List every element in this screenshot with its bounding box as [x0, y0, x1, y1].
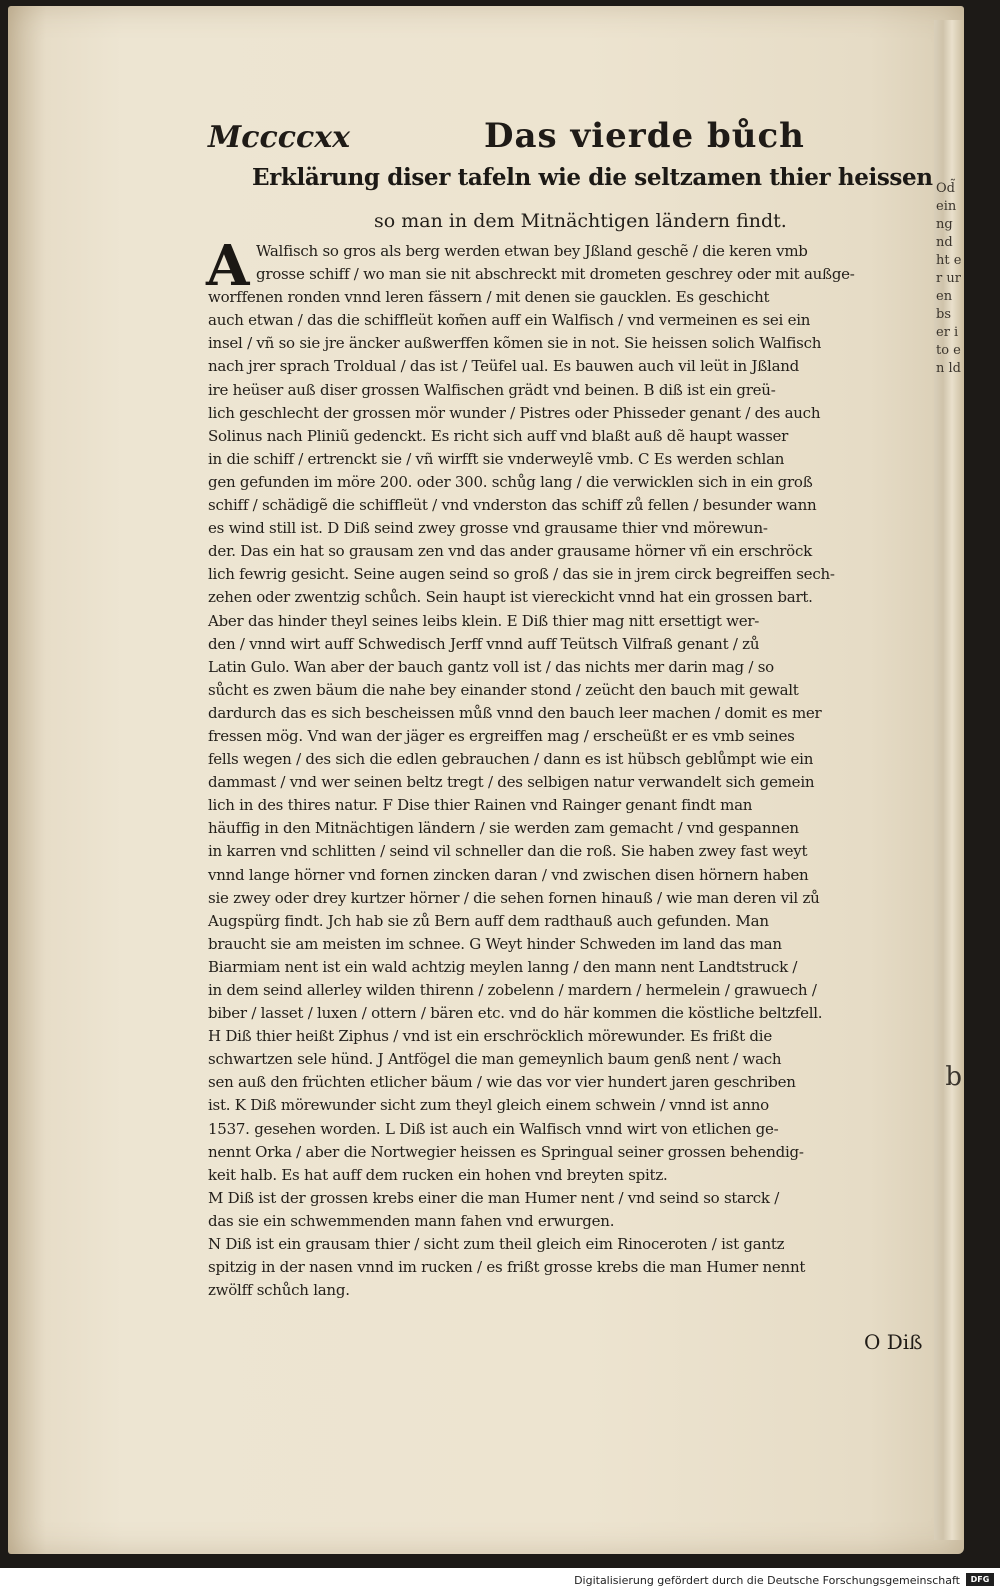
text-line: das sie ein schwemmenden mann fahen vnd erwurgen. — [208, 1211, 615, 1230]
page-header — [208, 116, 938, 164]
text-line: fressen mög. Vnd wan der jäger es ergreiffen mag / erscheüßt er es vmb seines — [208, 726, 795, 745]
body-text — [206, 233, 948, 1302]
folio-number: Mccccxx — [208, 120, 351, 155]
text-line: lich geschlecht der grossen mör wunder / Pistres oder Phisseder genant / des auch — [208, 403, 821, 422]
text-line: fells wegen / des sich die edlen gebrauchen / dann es ist hübsch geblůmpt wie ein — [208, 750, 814, 769]
text-line: insel / vñ so sie jre äncker außwerffen kõmen sie in not. Sie heissen solich Walfisch — [208, 334, 822, 353]
text-line: braucht sie am meisten im schnee. G Weyt hinder Schweden im land das man — [208, 934, 782, 953]
text-line: auch etwan / das die schiffleüt kom̃en auff ein Walfisch / vnd vermeinen es sei ein — [208, 311, 811, 330]
text-line: Solinus nach Pliniũ gedenckt. Es richt sich auff vnd blaßt auß dẽ haupt wasser — [208, 426, 789, 445]
text-line: nennt Orka / aber die Nortwegier heissen es Springual seiner grossen behendig- — [208, 1142, 804, 1161]
book-page — [8, 6, 964, 1554]
chapter-subtitle: so man in dem Mitnächtigen ländern findt. — [374, 210, 787, 232]
text-line: ire heüser auß diser grossen Walfischen grädt vnd beinen. B diß ist ein greü- — [208, 380, 776, 399]
text-line: lich in des thires natur. F Dise thier Rainen vnd Rainger genant findt man — [208, 796, 753, 815]
text-line: grosse schiff / wo man sie nit abschreckt mit drometen geschrey oder mit außge- — [256, 265, 855, 284]
digitization-credit: Digitalisierung gefördert durch die Deutsche Forschungsgemeinschaft — [574, 1574, 960, 1587]
text-line: Augspürg findt. Jch hab sie zů Bern auff dem radthauß auch gefunden. Man — [208, 911, 769, 930]
text-line: N Diß ist ein grausam thier / sicht zum theil gleich eim Rinoceroten / ist gantz — [208, 1235, 785, 1254]
text-line: 1537. gesehen worden. L Diß ist auch ein Walfisch vnnd wirt von etlichen ge- — [208, 1119, 779, 1138]
text-line: der. Das ein hat so grausam zen vnd das ander grausame hörner vñ ein erschröck — [208, 542, 812, 561]
text-line: sůcht es zwen bäum die nahe bey einander stond / zeücht den bauch mit gewalt — [208, 680, 799, 699]
facing-page-fragment-text: Od̃ ein ng nd ht er ur en bs er i to en ld — [936, 181, 962, 376]
text-line: gen gefunden im möre 200. oder 300. schůg lang / die verwicklen sich in ein groß — [208, 472, 813, 491]
text-line: dardurch das es sich bescheissen můß vnnd den bauch leer machen / domit es mer — [208, 703, 822, 722]
text-line: keit halb. Es hat auff dem rucken ein hohen vnd breyten spitz. — [208, 1165, 668, 1184]
text-line: schiff / schädigẽ die schiffleüt / vnd vnderston das schiff zů fellen / besunder wann — [208, 496, 817, 515]
text-line: zwölff schůch lang. — [208, 1281, 350, 1300]
text-line: worffenen ronden vnnd leren fässern / mit denen sie gaucklen. Es geschicht — [208, 288, 770, 307]
text-line: schwartzen sele hünd. J Antfögel die man gemeynlich baum genß nent / wach — [208, 1050, 782, 1069]
text-line: Latin Gulo. Wan aber der bauch gantz voll ist / das nichts mer darin mag / so — [208, 657, 774, 676]
text-line: spitzig in der nasen vnnd im rucken / es frißt grosse krebs die man Humer nennt — [208, 1258, 806, 1277]
text-line: H Diß thier heißt Ziphus / vnd ist ein erschröcklich mörewunder. Es frißt die — [208, 1027, 772, 1046]
catchword: O Diß — [864, 1330, 923, 1354]
text-line: ist. K Diß mörewunder sicht zum theyl gleich einem schwein / vnnd ist anno — [208, 1096, 769, 1115]
text-line: nach jrer sprach Troldual / das ist / Teüfel ual. Es bauwen auch vil leüt in Jßland — [208, 357, 800, 376]
text-line: lich fewrig gesicht. Seine augen seind so groß / das sie in jrem circk begreiffen sech- — [208, 565, 835, 584]
running-title: Das vierde bůch — [484, 116, 805, 156]
dfg-logo: DFG — [966, 1573, 994, 1586]
text-line: Biarmiam nent ist ein wald achtzig meylen lanng / den mann nent Landtstruck / — [208, 957, 798, 976]
text-line: sen auß den früchten etlicher bäum / wie das vor vier hundert jaren geschriben — [208, 1073, 796, 1092]
text-line: in karren vnd schlitten / seind vil schneller dan die roß. Sie haben zwey fast weyt — [208, 842, 808, 861]
facing-page-initial: b — [945, 1062, 962, 1092]
text-line: dammast / vnd wer seinen beltz tregt / des selbigen natur verwandelt sich gemein — [208, 773, 815, 792]
text-line: vnnd lange hörner vnd fornen zincken daran / vnd zwischen disen hörnern haben — [208, 865, 809, 884]
drop-cap-initial: A — [206, 233, 250, 299]
text-line: in dem seind allerley wilden thirenn / zobelenn / mardern / hermelein / grawuech / — [208, 981, 817, 999]
text-line: sie zwey oder drey kurtzer hörner / die sehen fornen hinauß / wie man deren vil zů — [208, 888, 820, 907]
text-line: es wind still ist. D Diß seind zwey grosse vnd grausame thier vnd mörewun- — [208, 519, 768, 538]
text-line: zehen oder zwentzig schůch. Sein haupt ist viereckicht vnnd hat ein grossen bart. — [208, 588, 813, 607]
text-line: häuffig in den Mitnächtigen ländern / sie werden zam gemacht / vnd gespannen — [208, 819, 799, 838]
text-line: M Diß ist der grossen krebs einer die man Humer nent / vnd seind so starck / — [208, 1188, 780, 1207]
text-line: in die schiff / ertrenckt sie / vñ wirfft sie vnderweylẽ vmb. C Es werden schlan — [208, 449, 785, 468]
text-line: Walfisch so gros als berg werden etwan bey Jßland geschẽ / die keren vmb — [256, 242, 808, 260]
text-line: biber / lasset / luxen / ottern / bären etc. vnd do här kommen die köstliche beltzfell. — [208, 1004, 823, 1023]
text-line: Aber das hinder theyl seines leibs klein. E Diß thier mag nitt ersettigt wer- — [208, 611, 760, 630]
chapter-title: Erklärung diser tafeln wie die seltzamen thier heissen — [252, 164, 933, 191]
text-line: den / vnnd wirt auff Schwedisch Jerff vnnd auff Teütsch Vilfraß genant / zů — [208, 634, 760, 653]
